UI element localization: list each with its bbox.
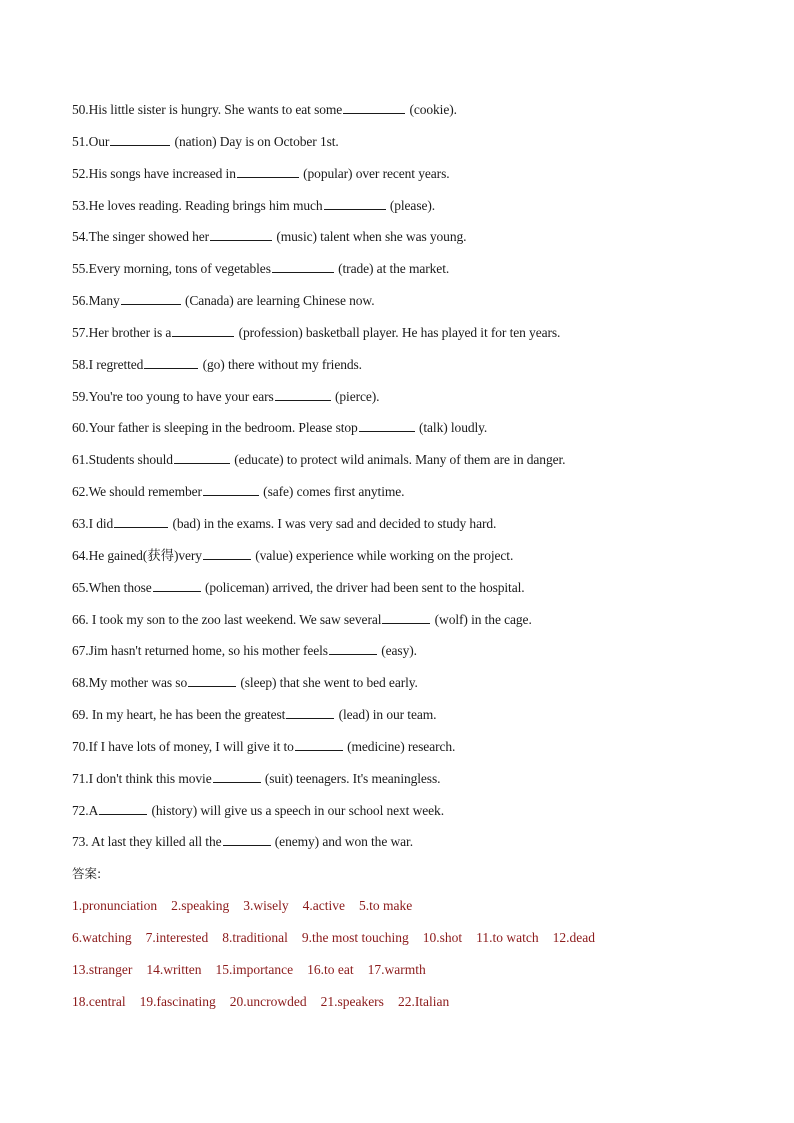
answer-item: 13.stranger xyxy=(72,961,133,977)
answer-blank[interactable] xyxy=(382,610,430,624)
question-text: 53.He loves reading. Reading brings him much xyxy=(72,197,323,213)
question-text: 73. At last they killed all the xyxy=(72,834,222,850)
question-hint: (history) will give us a speech in our school next week. xyxy=(148,802,444,818)
question-text: 57.Her brother is a xyxy=(72,324,172,340)
question-hint: (easy). xyxy=(377,643,417,659)
question-hint: (pierce). xyxy=(331,388,380,404)
answer-item: 6.watching xyxy=(72,929,132,945)
question-text: 68.My mother was so xyxy=(72,675,188,691)
question-line xyxy=(72,673,732,693)
answer-item: 5.to make xyxy=(358,898,413,914)
question-text: 61.Students should xyxy=(72,452,173,468)
question-list xyxy=(72,100,732,852)
answer-blank[interactable] xyxy=(121,291,181,305)
question-hint: (suit) teenagers. It's meaningless. xyxy=(261,770,441,786)
question-line xyxy=(72,514,732,534)
answer-item: 11.to watch xyxy=(476,929,539,945)
question-hint: (policeman) arrived, the driver had been sent to the hospital. xyxy=(201,579,525,595)
question-line xyxy=(72,450,732,470)
question-text: 50.His little sister is hungry. She wants to eat some xyxy=(72,102,343,117)
question-line xyxy=(72,132,732,152)
question-text: 62.We should remember xyxy=(72,484,202,500)
answer-blank[interactable] xyxy=(203,482,259,496)
answer-blank[interactable] xyxy=(213,769,261,783)
question-text: 66. I took my son to the zoo last weekend. We saw several xyxy=(72,611,382,627)
question-line xyxy=(72,737,732,757)
answer-blank[interactable] xyxy=(174,450,230,464)
question-text: 54.The singer showed her xyxy=(72,229,210,245)
question-hint: (enemy) and won the war. xyxy=(271,834,413,850)
answer-item: 10.shot xyxy=(422,929,463,945)
answer-blank[interactable] xyxy=(286,705,334,719)
question-hint: (profession) basketball player. He has played it for ten years. xyxy=(235,324,561,340)
answer-blank[interactable] xyxy=(99,801,147,815)
answer-list xyxy=(72,896,732,1012)
answer-row xyxy=(72,960,732,980)
answer-blank[interactable] xyxy=(272,259,334,273)
question-hint: (Canada) are learning Chinese now. xyxy=(181,293,375,309)
answer-blank[interactable] xyxy=(153,578,201,592)
question-line xyxy=(72,482,732,502)
answer-item: 19.fascinating xyxy=(139,993,216,1009)
question-hint: (educate) to protect wild animals. Many of them are in danger. xyxy=(230,452,566,468)
question-hint: (trade) at the market. xyxy=(334,261,450,277)
answer-item: 12.dead xyxy=(552,929,595,945)
answer-row xyxy=(72,992,732,1012)
worksheet-page xyxy=(72,100,732,1023)
question-line xyxy=(72,100,732,120)
question-text: 69. In my heart, he has been the greatest xyxy=(72,707,286,723)
question-line xyxy=(72,578,732,598)
question-hint: (bad) in the exams. I was very sad and decided to study hard. xyxy=(169,515,497,531)
question-line xyxy=(72,641,732,661)
question-text: 60.Your father is sleeping in the bedroom. Please stop xyxy=(72,420,358,436)
question-text: 64.He gained(获得)very xyxy=(72,547,202,563)
answer-item: 9.the most touching xyxy=(301,929,409,945)
answer-item: 22.Italian xyxy=(397,993,450,1009)
answer-item: 7.interested xyxy=(145,929,209,945)
question-line xyxy=(72,769,732,789)
question-line xyxy=(72,259,732,279)
answer-blank[interactable] xyxy=(114,514,168,528)
answer-row xyxy=(72,928,732,948)
answer-blank[interactable] xyxy=(110,132,170,146)
answer-blank[interactable] xyxy=(223,832,271,846)
question-text: 71.I don't think this movie xyxy=(72,770,212,786)
question-hint: (safe) comes first anytime. xyxy=(259,484,405,500)
answer-blank[interactable] xyxy=(172,323,234,337)
answer-row xyxy=(72,896,732,916)
question-text: 63.I did xyxy=(72,515,114,531)
answer-item: 15.importance xyxy=(215,961,294,977)
answer-item: 18.central xyxy=(72,993,126,1009)
answer-blank[interactable] xyxy=(359,418,415,432)
answer-blank[interactable] xyxy=(210,227,272,241)
question-hint: (wolf) in the cage. xyxy=(431,611,532,627)
question-text: 59.You're too young to have your ears xyxy=(72,388,274,404)
question-text: 55.Every morning, tons of vegetables xyxy=(72,261,271,277)
question-hint: (music) talent when she was young. xyxy=(273,229,467,245)
question-line xyxy=(72,705,732,725)
answer-item: 16.to eat xyxy=(307,961,354,977)
answer-item: 14.written xyxy=(146,961,202,977)
question-line xyxy=(72,355,732,375)
question-text: 72.A xyxy=(72,802,99,818)
question-line xyxy=(72,196,732,216)
question-text: 52.His songs have increased in xyxy=(72,165,236,181)
question-text: 58.I regretted xyxy=(72,356,144,372)
question-hint: (cookie). xyxy=(406,102,457,117)
question-line xyxy=(72,291,732,311)
question-line xyxy=(72,801,732,821)
answer-blank[interactable] xyxy=(324,196,386,210)
question-line xyxy=(72,164,732,184)
question-hint: (popular) over recent years. xyxy=(299,165,450,181)
answer-blank[interactable] xyxy=(188,673,236,687)
question-text: 56.Many xyxy=(72,293,120,309)
answer-blank[interactable] xyxy=(329,641,377,655)
answer-blank[interactable] xyxy=(295,737,343,751)
question-hint: (sleep) that she went to bed early. xyxy=(237,675,418,691)
question-hint: (nation) Day is on October 1st. xyxy=(171,133,339,149)
question-line xyxy=(72,832,732,852)
answer-item: 17.warmth xyxy=(367,961,426,977)
answer-blank[interactable] xyxy=(144,355,198,369)
question-line xyxy=(72,418,732,438)
answer-blank[interactable] xyxy=(275,387,331,401)
question-text: 67.Jim hasn't returned home, so his mother feels xyxy=(72,643,328,659)
answer-item: 8.traditional xyxy=(222,929,288,945)
question-hint: (medicine) research. xyxy=(343,738,456,754)
answer-blank[interactable] xyxy=(203,546,251,560)
question-line xyxy=(72,546,732,566)
answer-blank[interactable] xyxy=(343,100,405,114)
question-hint: (go) there without my friends. xyxy=(199,356,362,372)
question-text: 70.If I have lots of money, I will give it to xyxy=(72,738,294,754)
question-hint: (value) experience while working on the project. xyxy=(251,547,514,563)
question-line xyxy=(72,387,732,407)
answer-item: 4.active xyxy=(302,898,345,914)
question-line xyxy=(72,610,732,630)
question-text: 51.Our xyxy=(72,133,110,149)
question-line xyxy=(72,227,732,247)
question-line xyxy=(72,323,732,343)
answer-heading: 答案: xyxy=(72,866,102,882)
answer-blank[interactable] xyxy=(237,164,299,178)
answer-item: 1.pronunciation xyxy=(72,898,158,914)
answer-item: 20.uncrowded xyxy=(229,993,307,1009)
answer-item: 2.speaking xyxy=(171,898,230,914)
question-hint: (talk) loudly. xyxy=(415,420,488,436)
question-text: 65.When those xyxy=(72,579,152,595)
question-hint: (please). xyxy=(386,197,436,213)
answer-item: 21.speakers xyxy=(320,993,384,1009)
answer-item: 3.wisely xyxy=(243,898,289,914)
question-hint: (lead) in our team. xyxy=(335,707,437,723)
